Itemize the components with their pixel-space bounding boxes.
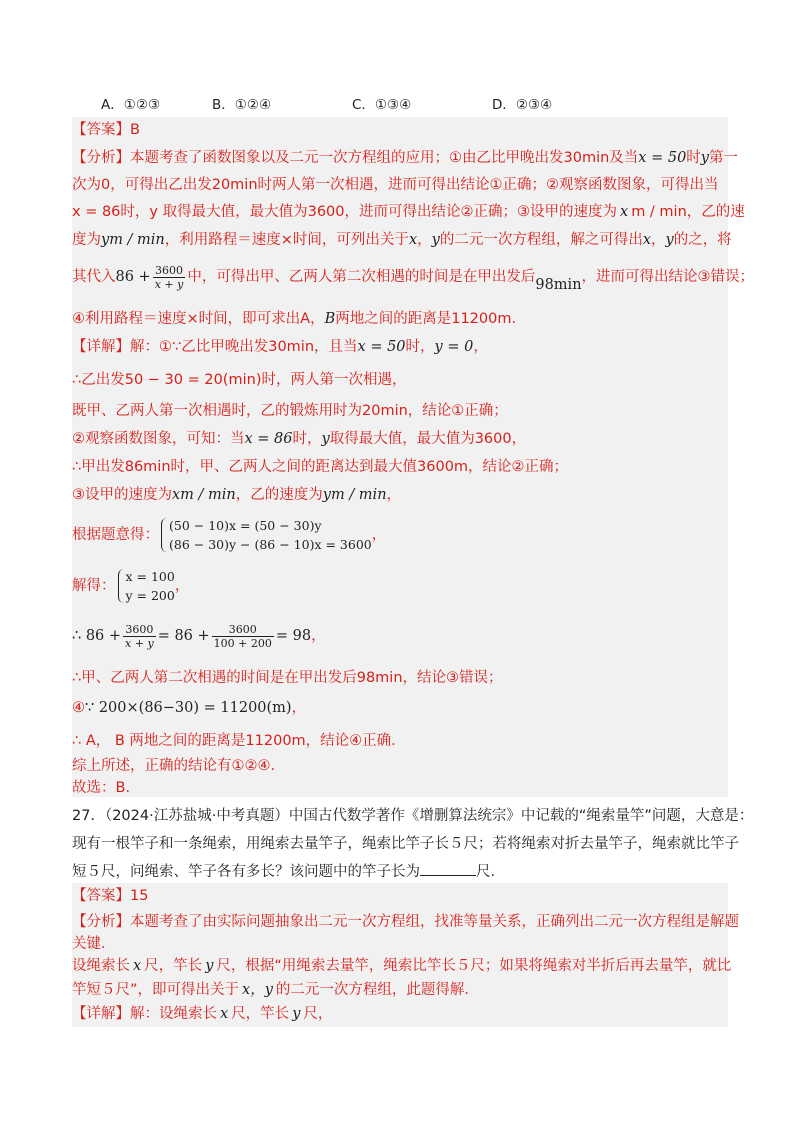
- answer-value: 15: [130, 888, 149, 904]
- q26-detail-line-1: 【详解】解：①∵乙比甲晚出发30min，且当x = 50时，y = 0，: [72, 339, 488, 355]
- option-a: A．①②③: [101, 97, 161, 113]
- q27-stem-line-2: 现有一根竿子和一条绳索，用绳索去量竿子，绳索比竿子长５尺；若将绳索对折去量竿子，绳索就比竿子: [72, 836, 739, 852]
- q26-detail-line-14: 故选：B．: [72, 780, 140, 796]
- q26-detail-line-12: ∴ A， B 两地之间的距离是11200m，结论④正确．: [72, 733, 406, 749]
- q26-detail-line-9: ∴ 86 + $\frac{3600}{x + y}$ = 86 + $\frac{3600}{100 + 200}$ = 98，: [72, 622, 326, 650]
- q27-analysis-line-3: 设绳索长 x 尺，竿长 y 尺，根据“用绳索去量竿，绳索比竿长５尺；如果将绳索对半折后再去量竿，就比: [72, 958, 732, 974]
- q27-stem-line-3: 短５尺，问绳索、竿子各有多长？该问题中的竿子长为 尺．: [72, 861, 505, 883]
- q27-analysis-line-4: 竿短５尺”，即可得出关于 x，y 的二元一次方程组，此题得解．: [72, 982, 479, 998]
- q26-detail-line-3: 既甲、乙两人第一次相遇时，乙的锻炼用时为20min，结论①正确；: [72, 403, 508, 419]
- q27-analysis-line-1: 【分析】本题考查了由实际问题抽象出二元一次方程组，找准等量关系，正确列出二元一次方程组是解题: [72, 914, 739, 930]
- answer-label: 【答案】: [72, 888, 130, 904]
- q26-detail-line-6: ③设甲的速度为xm / min，乙的速度为ym / min，: [72, 487, 402, 503]
- answer-value: B: [130, 122, 140, 138]
- q26-detail-line-2: ∴乙出发50 − 30 = 20(min)时，两人第一次相遇，: [72, 372, 407, 388]
- q26-analysis-line-6: ④利用路程＝速度×时间，即可求出A，B两地之间的距离是11200m．: [72, 311, 526, 327]
- q26-analysis-line-5: 其代入86 + $\frac{3600}{x + y}$ 中，可得出甲、乙两人第二次相遇的时间是在甲出发后98min，进而可得出结论③错误；: [72, 263, 755, 293]
- q27-analysis-line-2: 关键．: [72, 936, 116, 952]
- analysis-label: 【分析】: [72, 914, 130, 930]
- q26-detail-line-11: ④∵ 200×(86−30) = 11200(m)，: [72, 700, 307, 716]
- q26-detail-line-8: 解得： x = 100 y = 200 ，: [72, 569, 190, 603]
- analysis-label: 【分析】: [72, 150, 130, 166]
- fraction: $\frac{3600}{x + y}$: [125, 622, 154, 650]
- q26-detail-line-7: 根据题意得： (50 − 10)x = (50 − 30)y (86 − 30)y − (86 − 10)x = 3600 ，: [72, 518, 387, 552]
- q26-answer: [72, 119, 140, 141]
- equation-system: (50 − 10)x = (50 − 30)y (86 − 30)y − (86 − 10)x = 3600: [159, 516, 372, 554]
- q26-analysis-line-2: 次为0，可得出乙出发20min时两人第一次相遇，进而可得出结论①正确；②观察函数图象，可得出当: [72, 177, 719, 193]
- q26-analysis-line-4: 度为ym / min，利用路程＝速度×时间，可列出关于x，y的二元一次方程组，解之可得出x，y的之，将: [72, 232, 732, 248]
- q26-detail-line-10: ∴甲、乙两人第二次相遇的时间是在甲出发后98min，结论③错误；: [72, 670, 503, 686]
- q27-detail-line-1: 【详解】解：设绳索长 x 尺，竿长 y 尺，: [72, 1006, 333, 1022]
- detail-label: 【详解】: [72, 339, 130, 355]
- fraction: $\frac{3600}{100 + 200}$: [213, 622, 272, 650]
- solution-system: x = 100 y = 200: [116, 567, 175, 605]
- q27-stem-line-1: 27．（2024·江苏盐城·中考真题）中国古代数学著作《增删算法统宗》中记载的“绳索量竿”问题，大意是：: [72, 808, 754, 824]
- detail-label: 【详解】: [72, 1006, 130, 1022]
- fraction: $\frac{3600}{x + y}$: [154, 263, 184, 291]
- answer-blank[interactable]: [420, 861, 476, 876]
- q26-detail-line-5: ∴甲出发86min时，甲、乙两人之间的距离达到最大值3600m，结论②正确；: [72, 459, 569, 475]
- q27-answer: [72, 885, 148, 907]
- q26-analysis-line-3: x = 86时，y 取得最大值，最大值为3600，进而可得出结论②正确；③设甲的速度为 x m / min，乙的速: [72, 204, 745, 220]
- q26-detail-line-4: ②观察函数图象，可知：当x = 86时，y取得最大值，最大值为3600，: [72, 431, 527, 447]
- q26-detail-line-13: 综上所述，正确的结论有①②④．: [72, 758, 285, 774]
- option-d: D．②③④: [492, 97, 553, 113]
- option-c: C．①③④: [352, 97, 412, 113]
- option-b: B．①②④: [212, 97, 272, 113]
- answer-label: 【答案】: [72, 122, 130, 138]
- q26-analysis-line-1: 【分析】本题考查了函数图象以及二元一次方程组的应用；①由乙比甲晚出发30min及当x = 50时y第一: [72, 150, 738, 166]
